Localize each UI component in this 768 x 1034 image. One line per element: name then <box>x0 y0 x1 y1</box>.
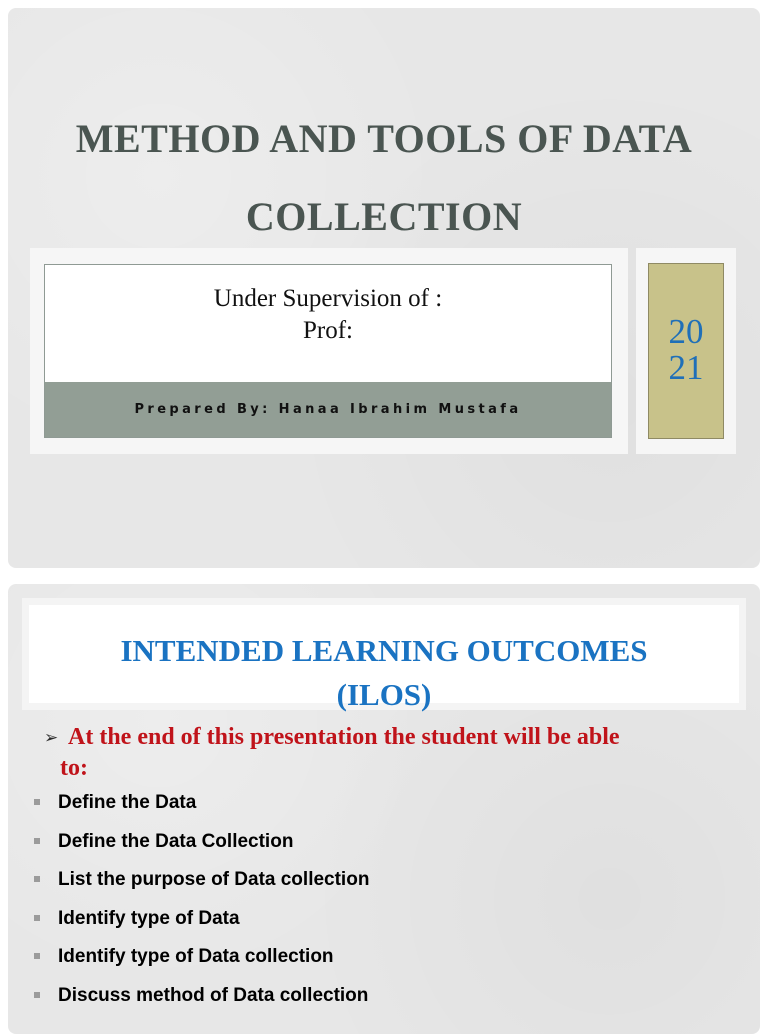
list-item-text: List the purpose of Data collection <box>58 869 370 891</box>
square-bullet-icon <box>34 915 40 921</box>
list-item-text: Define the Data <box>58 792 197 813</box>
supervision-line1: Under Supervision of : <box>213 285 443 312</box>
year-card <box>636 248 736 454</box>
ilos-slide <box>8 584 760 1034</box>
slide-title-line1: METHOD AND TOOLS OF DATA <box>75 116 693 161</box>
year-line1: 20 <box>668 312 704 351</box>
list-item-text: Discuss method of Data collection <box>58 984 369 1006</box>
list-item-text: Define the Data Collection <box>58 830 294 852</box>
square-bullet-icon <box>34 838 40 844</box>
square-bullet-icon <box>34 876 40 882</box>
prepared-by-bar <box>45 382 611 437</box>
year-text <box>649 314 723 386</box>
intro-line2: to: <box>60 755 88 781</box>
year-box <box>648 263 724 439</box>
ilos-title <box>29 629 739 717</box>
prepared-by-text: Prepared By: Hanaa Ibrahim Mustafa <box>134 402 522 417</box>
intro-statement <box>44 722 744 784</box>
square-bullet-icon <box>34 953 40 959</box>
supervision-line2: Prof: <box>303 317 353 344</box>
list-item-text: Identify type of Data <box>58 907 240 929</box>
arrow-bullet-icon: ➢ <box>44 728 59 748</box>
ilos-title-line2: (ILOS) <box>336 677 432 712</box>
square-bullet-icon <box>34 992 40 998</box>
slide-title <box>8 100 760 256</box>
year-line2: 21 <box>668 348 704 387</box>
supervision-text <box>45 283 611 347</box>
intro-line1: At the end of this presentation the student will be able <box>68 724 620 750</box>
intro-text <box>60 722 744 784</box>
slide-title-line2: COLLECTION <box>245 194 523 239</box>
square-bullet-icon <box>34 799 40 805</box>
title-slide <box>8 8 760 568</box>
list-item-text: Identify type of Data collection <box>58 946 334 968</box>
ilos-title-box <box>22 598 746 710</box>
supervision-card <box>30 248 628 454</box>
supervision-card-inner <box>44 264 612 438</box>
ilos-title-line1: INTENDED LEARNING OUTCOMES <box>120 633 648 668</box>
